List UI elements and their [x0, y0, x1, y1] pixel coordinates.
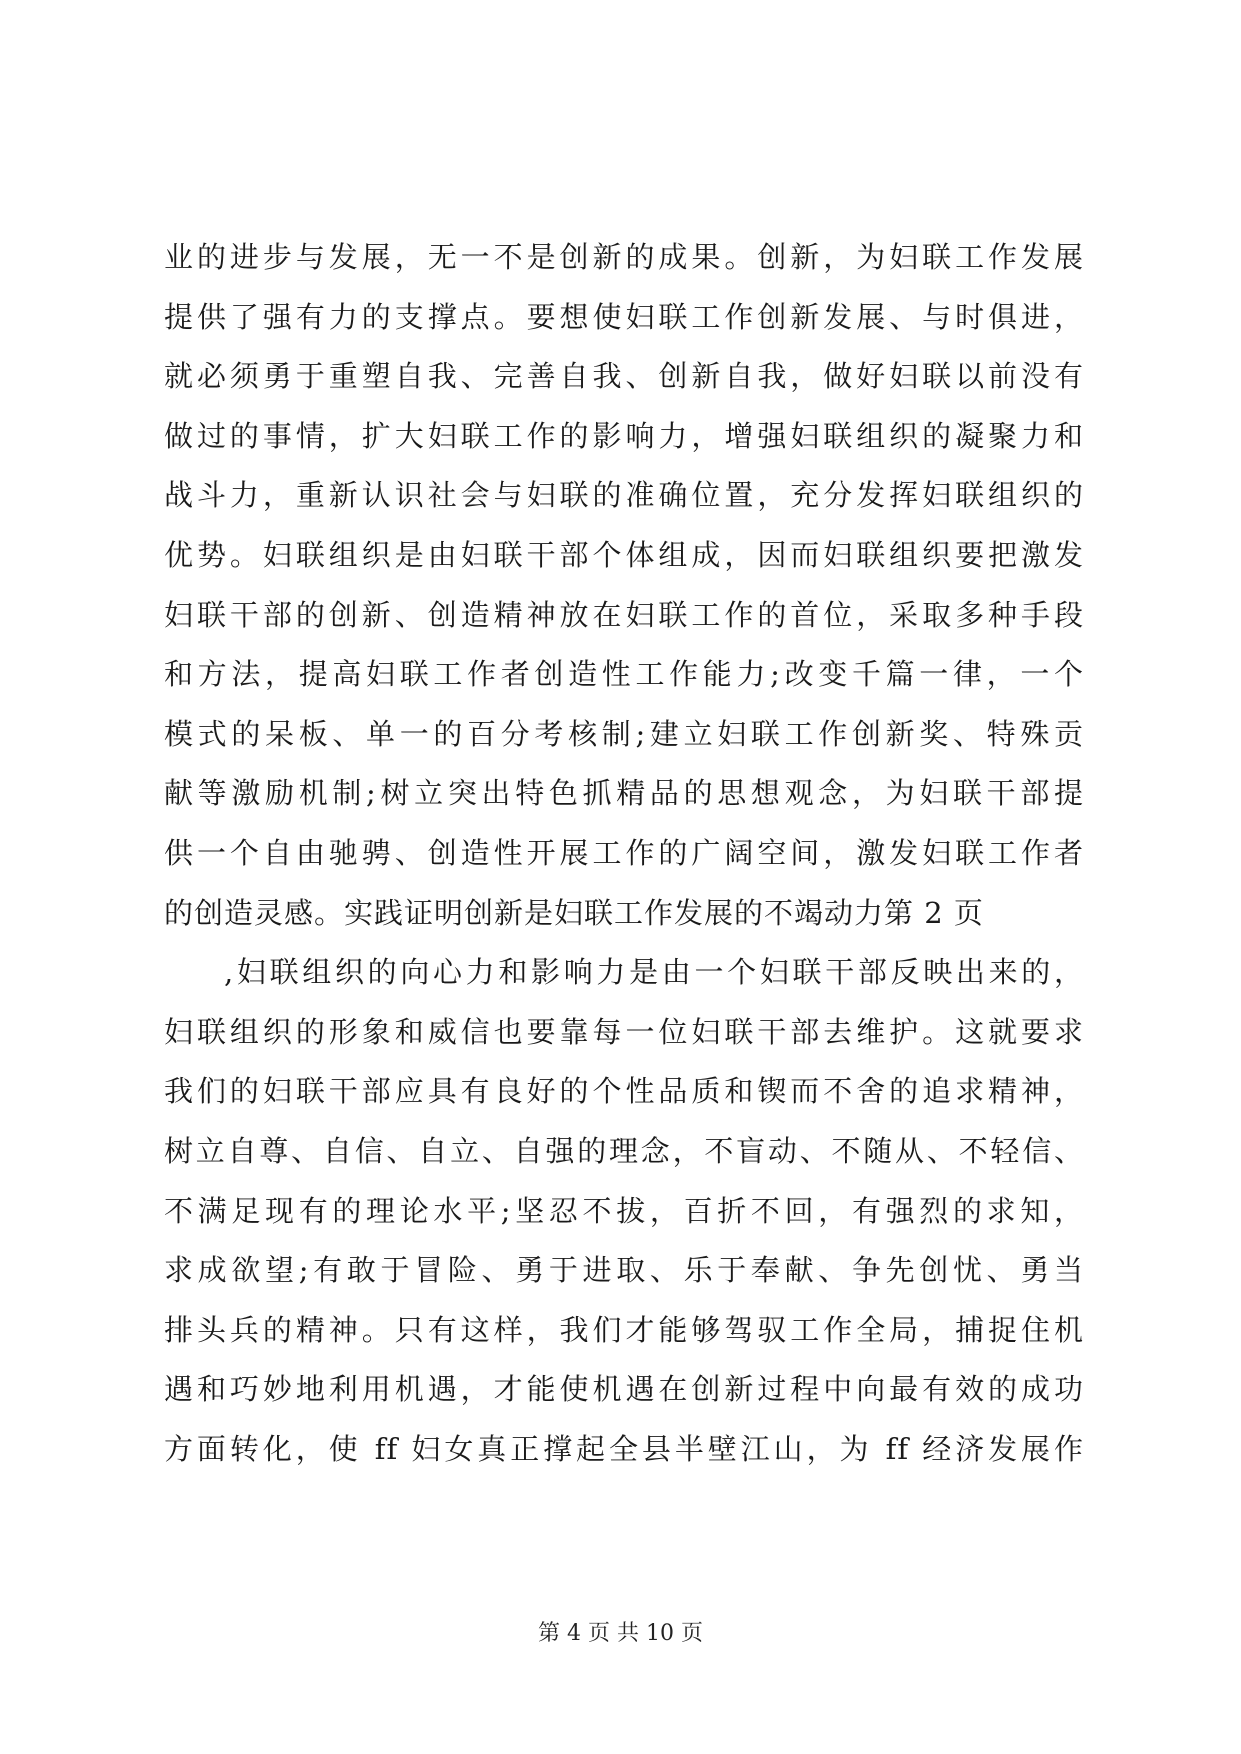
text-line: 献等激励机制;树立突出特色抓精品的思想观念，为妇联干部提 [164, 776, 1084, 811]
text-line: 妇联干部的创新、创造精神放在妇联工作的首位，采取多种手段 [164, 597, 1084, 632]
text-line: 模式的呆板、单一的百分考核制;建立妇联工作创新奖、特殊贡 [164, 716, 1084, 751]
text-line: 就必须勇于重塑自我、完善自我、创新自我，做好妇联以前没有 [164, 359, 1084, 394]
text-line: 树立自尊、自信、自立、自强的理念，不盲动、不随从、不轻信、 [164, 1133, 1084, 1168]
text-line: ,妇联组织的向心力和影响力是由一个妇联干部反映出来的， [224, 955, 1084, 990]
text-line: 供一个自由驰骋、创造性开展工作的广阔空间，激发妇联工作者 [164, 835, 1084, 870]
page-number: 第 4 页 共 10 页 [538, 1621, 703, 1646]
text-line: 排头兵的精神。只有这样，我们才能够驾驭工作全局，捕捉住机 [164, 1312, 1084, 1347]
text-line: 业的进步与发展，无一不是创新的成果。创新，为妇联工作发展 [164, 240, 1084, 274]
text-line: 优势。妇联组织是由妇联干部个体组成，因而妇联组织要把激发 [164, 537, 1084, 572]
body-text [164, 228, 1084, 1479]
text-line: 做过的事情，扩大妇联工作的影响力，增强妇联组织的凝聚力和 [164, 418, 1084, 453]
text-line: 求成欲望;有敢于冒险、勇于进取、乐于奉献、争先创忧、勇当 [164, 1253, 1084, 1288]
text-line: 遇和巧妙地利用机遇，才能使机遇在创新过程中向最有效的成功 [164, 1372, 1084, 1407]
text-line: 提供了强有力的支撑点。要想使妇联工作创新发展、与时俱进， [164, 299, 1084, 334]
page-footer [0, 1616, 1241, 1647]
text-line: 不满足现有的理论水平;坚忍不拔，百折不回，有强烈的求知， [164, 1193, 1084, 1228]
text-line: 我们的妇联干部应具有良好的个性品质和锲而不舍的追求精神， [164, 1074, 1084, 1109]
text-line: 妇联组织的形象和威信也要靠每一位妇联干部去维护。这就要求 [164, 1014, 1084, 1049]
text-line: 方面转化，使 ff 妇女真正撑起全县半壁江山，为 ff 经济发展作 [164, 1431, 1084, 1466]
text-line: 战斗力，重新认识社会与妇联的准确位置，充分发挥妇联组织的 [164, 478, 1084, 513]
text-line: 和方法，提高妇联工作者创造性工作能力;改变千篇一律，一个 [164, 657, 1084, 692]
text-line: 的创造灵感。实践证明创新是妇联工作发展的不竭动力第 2 页 [164, 895, 984, 930]
